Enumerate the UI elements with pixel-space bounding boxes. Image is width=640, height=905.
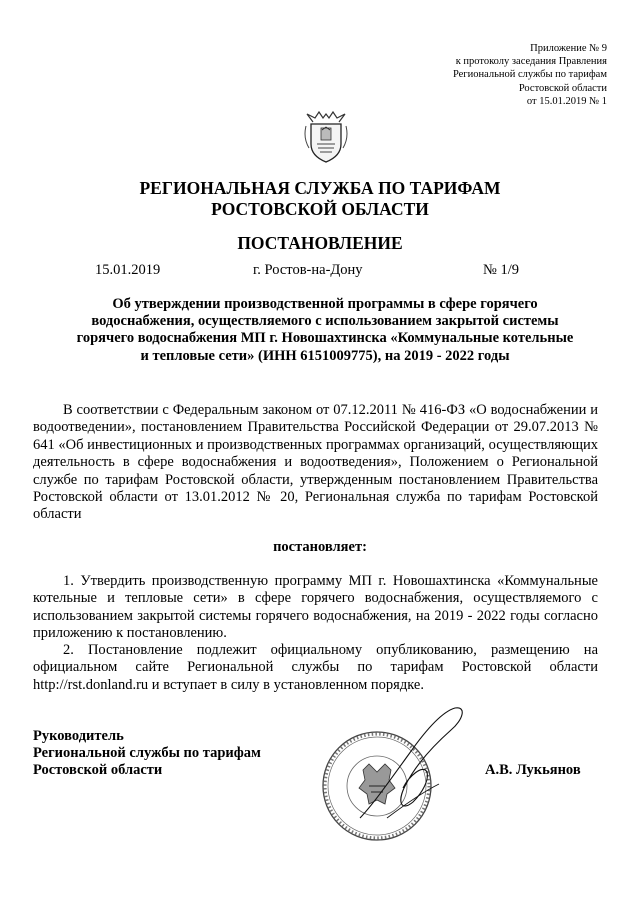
signer-position-line: Ростовской области [33,762,163,779]
signer-position-line: Руководитель [33,728,124,744]
document-title-line: горячего водоснабжения МП г. Новошахтинска «Коммунальные котельные [76,330,574,347]
document-title-line: водоснабжения, осуществляемого с использованием закрытой системы [91,313,559,330]
organization-name-line: РЕГИОНАЛЬНАЯ СЛУЖБА ПО ТАРИФАМ [139,178,501,198]
intro-paragraph: В соответствии с Федеральным законом от 07.12.2011 № 416-ФЗ «О водоснабжении и водоотведении», постановлением Правительства Российской Федерации от 29.07.2013 № 641 «Об инвестиционных и производственных программах организаций, осуществляющих деятельность в сфере водоснабжения и водоотведения», Положением о Региональной службе по тарифам Ростовской области, утвержденным постановлением Правительства Ростовской области от 13.01.2012 № 20, Региональная служба по тарифам Ростовской области [33,402,598,523]
official-seal-icon [323,732,431,840]
signer-name: А.В. Лукьянов [485,762,581,778]
appendix-line: к протоколу заседания Правления [455,56,607,68]
decision-item-2: 2. Постановление подлежит официальному опубликованию, размещению на официальном сайте Региональной службы по тарифам Ростовской области http://rst.donland.ru и вступает в силу в установленном порядке. [33,642,598,693]
signer-position-line: Региональной службы по тарифам [33,745,261,762]
handwritten-signature-icon [360,708,462,818]
document-title-line: и тепловые сети» (ИНН 6151009775), на 2019 - 2022 годы [140,347,510,364]
coat-of-arms-icon [303,108,349,166]
official-seal-icon [305,706,475,846]
decision-item-1: 1. Утвердить производственную программу МП г. Новошахтинска «Коммунальные котельные и тепловые сети» в сфере горячего водоснабжения, осуществляемого с использованием закрытой системы горячего водоснабжения, на 2019 - 2022 годы согласно приложению к постановлению. [33,573,598,642]
signer-position [33,728,261,780]
appendix-line: Приложение № 9 [530,43,607,54]
document-date: 15.01.2019 [95,262,161,278]
document-city: г. Ростов-на-Дону [253,262,363,278]
document-number: № 1/9 [483,262,519,278]
organization-name [0,178,640,220]
document-title [60,296,590,365]
appendix-note [453,42,607,108]
appendix-line: Региональной службы по тарифам [452,69,607,81]
appendix-line: от 15.01.2019 № 1 [526,95,607,107]
document-title-line: Об утверждении производственной программы в сфере горячего [112,296,538,312]
appendix-line: Ростовской области [518,82,607,94]
organization-name-line: РОСТОВСКОЙ ОБЛАСТИ [211,199,429,219]
document-type: ПОСТАНОВЛЕНИЕ [237,233,403,253]
decides-heading: постановляет: [273,539,367,555]
